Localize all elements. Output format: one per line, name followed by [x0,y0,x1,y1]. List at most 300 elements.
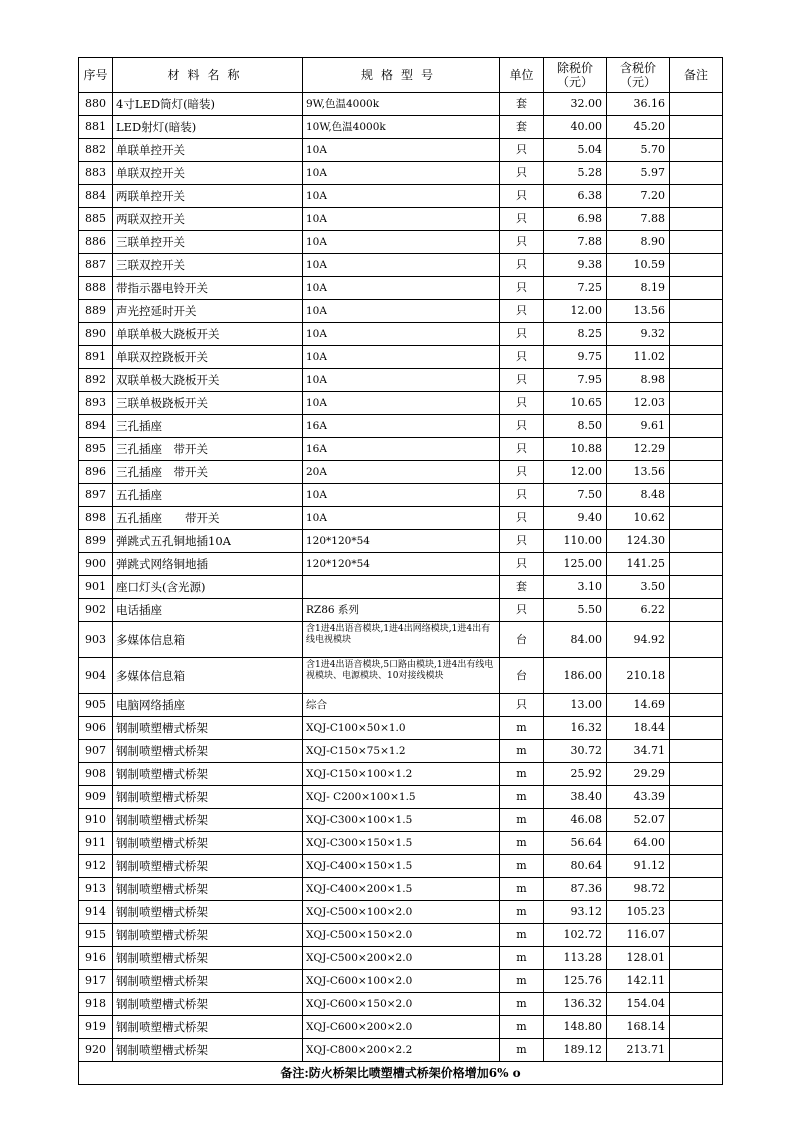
cell-no: 894 [79,415,113,438]
cell-no: 901 [79,576,113,599]
table-row [79,1016,723,1039]
cell-spec: XQJ-C400×150×1.5 [303,855,500,878]
cell-price-ex-tax: 110.00 [544,530,607,553]
table-row [79,855,723,878]
cell-no: 903 [79,622,113,658]
cell-spec: XQJ-C300×150×1.5 [303,832,500,855]
cell-unit: 只 [500,300,544,323]
cell-spec: 10A [303,392,500,415]
cell-no: 885 [79,208,113,231]
cell-price-inc-tax: 128.01 [607,947,670,970]
cell-price-ex-tax: 7.25 [544,277,607,300]
cell-spec: 10A [303,139,500,162]
cell-price-ex-tax: 38.40 [544,786,607,809]
cell-price-ex-tax: 148.80 [544,1016,607,1039]
cell-unit: 套 [500,93,544,116]
cell-remark [670,323,723,346]
cell-price-ex-tax: 9.38 [544,254,607,277]
cell-name: 电脑网络插座 [113,694,303,717]
cell-price-inc-tax: 10.62 [607,507,670,530]
cell-remark [670,993,723,1016]
cell-unit: 只 [500,530,544,553]
table-row [79,116,723,139]
cell-remark [670,694,723,717]
cell-no: 881 [79,116,113,139]
table-row [79,415,723,438]
table-row [79,162,723,185]
cell-spec: 10A [303,277,500,300]
cell-price-ex-tax: 46.08 [544,809,607,832]
cell-unit: 只 [500,277,544,300]
header-remark: 备注 [670,58,723,93]
table-row [79,740,723,763]
cell-price-inc-tax: 10.59 [607,254,670,277]
cell-price-inc-tax: 7.20 [607,185,670,208]
cell-price-ex-tax: 40.00 [544,116,607,139]
cell-spec: XQJ-C150×100×1.2 [303,763,500,786]
cell-spec: XQJ-C100×50×1.0 [303,717,500,740]
header-unit: 单位 [500,58,544,93]
table-row [79,786,723,809]
table-row [79,622,723,658]
table-row [79,993,723,1016]
cell-remark [670,809,723,832]
table-row [79,185,723,208]
cell-no: 896 [79,461,113,484]
cell-price-inc-tax: 13.56 [607,461,670,484]
cell-name: 钢制喷塑槽式桥架 [113,970,303,993]
cell-price-ex-tax: 6.38 [544,185,607,208]
cell-price-ex-tax: 80.64 [544,855,607,878]
cell-no: 904 [79,658,113,694]
header-price-inc-tax-label: 含税价 [619,61,656,75]
cell-no: 916 [79,947,113,970]
table-row [79,438,723,461]
cell-remark [670,346,723,369]
header-price-inc-tax [607,58,670,93]
cell-remark [670,1039,723,1062]
cell-name: 电话插座 [113,599,303,622]
cell-price-inc-tax: 5.70 [607,139,670,162]
cell-spec: 含1进4出语音模块,1进4出网络模块,1进4出有线电视模块 [303,622,500,658]
cell-name: 三孔插座 [113,415,303,438]
cell-spec: 综合 [303,694,500,717]
cell-name: 多媒体信息箱 [113,622,303,658]
table-row [79,300,723,323]
cell-price-inc-tax: 3.50 [607,576,670,599]
cell-spec: RZ86 系列 [303,599,500,622]
cell-spec: XQJ-C500×150×2.0 [303,924,500,947]
cell-name: 两联双控开关 [113,208,303,231]
cell-price-inc-tax: 6.22 [607,599,670,622]
cell-spec: 10A [303,185,500,208]
cell-price-inc-tax: 12.29 [607,438,670,461]
cell-price-inc-tax: 105.23 [607,901,670,924]
cell-name: 钢制喷塑槽式桥架 [113,717,303,740]
header-no: 序号 [79,58,113,93]
cell-unit: 只 [500,599,544,622]
header-price-ex-tax-unit: （元） [556,75,593,89]
cell-spec: 10A [303,369,500,392]
cell-spec: 16A [303,438,500,461]
cell-remark [670,1016,723,1039]
table-body [79,93,723,1062]
cell-name: 弹跳式五孔铜地插10A [113,530,303,553]
cell-name: 钢制喷塑槽式桥架 [113,1016,303,1039]
table-row [79,576,723,599]
cell-spec: XQJ-C500×200×2.0 [303,947,500,970]
cell-price-ex-tax: 12.00 [544,300,607,323]
cell-name: 钢制喷塑槽式桥架 [113,901,303,924]
cell-price-ex-tax: 6.98 [544,208,607,231]
cell-no: 891 [79,346,113,369]
cell-remark [670,392,723,415]
cell-no: 899 [79,530,113,553]
cell-spec: 10A [303,323,500,346]
cell-price-inc-tax: 8.90 [607,231,670,254]
cell-price-ex-tax: 9.75 [544,346,607,369]
cell-no: 907 [79,740,113,763]
table-row [79,832,723,855]
cell-unit: 只 [500,438,544,461]
cell-remark [670,231,723,254]
cell-remark [670,924,723,947]
cell-unit: m [500,832,544,855]
cell-unit: 只 [500,162,544,185]
cell-price-inc-tax: 52.07 [607,809,670,832]
cell-no: 917 [79,970,113,993]
cell-remark [670,530,723,553]
cell-name: 带指示器电铃开关 [113,277,303,300]
table-row [79,484,723,507]
cell-remark [670,93,723,116]
cell-unit: 只 [500,139,544,162]
table-row [79,254,723,277]
table-row [79,924,723,947]
cell-unit: m [500,717,544,740]
cell-remark [670,507,723,530]
table-row [79,507,723,530]
cell-remark [670,438,723,461]
cell-price-ex-tax: 189.12 [544,1039,607,1062]
cell-price-inc-tax: 29.29 [607,763,670,786]
cell-no: 882 [79,139,113,162]
cell-remark [670,786,723,809]
cell-spec: 10A [303,208,500,231]
cell-no: 902 [79,599,113,622]
table-row [79,694,723,717]
cell-price-inc-tax: 45.20 [607,116,670,139]
cell-unit: m [500,901,544,924]
cell-no: 886 [79,231,113,254]
cell-remark [670,599,723,622]
cell-price-inc-tax: 9.32 [607,323,670,346]
cell-unit: 只 [500,231,544,254]
cell-name: 钢制喷塑槽式桥架 [113,832,303,855]
cell-unit: m [500,786,544,809]
cell-spec: 16A [303,415,500,438]
cell-no: 913 [79,878,113,901]
cell-price-ex-tax: 56.64 [544,832,607,855]
cell-spec: XQJ-C600×100×2.0 [303,970,500,993]
cell-name: 钢制喷塑槽式桥架 [113,993,303,1016]
cell-no: 889 [79,300,113,323]
cell-name: 钢制喷塑槽式桥架 [113,947,303,970]
cell-remark [670,622,723,658]
cell-unit: 台 [500,622,544,658]
cell-remark [670,855,723,878]
cell-no: 887 [79,254,113,277]
cell-name: 单联双控跷板开关 [113,346,303,369]
cell-name: 五孔插座 [113,484,303,507]
cell-price-ex-tax: 102.72 [544,924,607,947]
cell-price-inc-tax: 9.61 [607,415,670,438]
cell-unit: m [500,809,544,832]
cell-no: 905 [79,694,113,717]
cell-price-inc-tax: 7.88 [607,208,670,231]
table-row [79,1039,723,1062]
cell-name: 声光控延时开关 [113,300,303,323]
cell-price-ex-tax: 32.00 [544,93,607,116]
cell-unit: m [500,740,544,763]
cell-price-ex-tax: 10.88 [544,438,607,461]
cell-price-ex-tax: 12.00 [544,461,607,484]
cell-name: 座口灯头(含光源) [113,576,303,599]
cell-no: 906 [79,717,113,740]
cell-unit: 只 [500,369,544,392]
cell-price-ex-tax: 30.72 [544,740,607,763]
cell-no: 884 [79,185,113,208]
cell-spec: 10A [303,300,500,323]
cell-name: 多媒体信息箱 [113,658,303,694]
table-row [79,208,723,231]
cell-price-ex-tax: 25.92 [544,763,607,786]
cell-no: 912 [79,855,113,878]
cell-price-inc-tax: 8.19 [607,277,670,300]
cell-remark [670,740,723,763]
cell-name: 三孔插座 带开关 [113,438,303,461]
cell-name: 钢制喷塑槽式桥架 [113,809,303,832]
table-row [79,530,723,553]
cell-unit: 只 [500,323,544,346]
table-row [79,553,723,576]
cell-price-ex-tax: 7.95 [544,369,607,392]
cell-spec: XQJ-C600×150×2.0 [303,993,500,1016]
cell-remark [670,139,723,162]
cell-no: 892 [79,369,113,392]
cell-unit: 只 [500,392,544,415]
cell-name: 单联单控开关 [113,139,303,162]
cell-no: 915 [79,924,113,947]
cell-remark [670,300,723,323]
table-row [79,717,723,740]
cell-price-inc-tax: 116.07 [607,924,670,947]
cell-remark [670,970,723,993]
cell-price-ex-tax: 3.10 [544,576,607,599]
header-name: 材料名称 [113,58,303,93]
cell-price-ex-tax: 186.00 [544,658,607,694]
cell-price-inc-tax: 124.30 [607,530,670,553]
cell-price-inc-tax: 36.16 [607,93,670,116]
cell-price-inc-tax: 14.69 [607,694,670,717]
cell-unit: m [500,855,544,878]
cell-price-ex-tax: 7.50 [544,484,607,507]
cell-spec: 10A [303,162,500,185]
cell-price-inc-tax: 8.48 [607,484,670,507]
cell-no: 890 [79,323,113,346]
cell-remark [670,277,723,300]
cell-unit: m [500,947,544,970]
header-price-inc-tax-unit: （元） [619,75,656,89]
cell-price-inc-tax: 34.71 [607,740,670,763]
cell-unit: 只 [500,461,544,484]
cell-price-inc-tax: 5.97 [607,162,670,185]
footer-note: 备注:防火桥架比喷塑槽式桥架价格增加6% o [79,1062,723,1085]
cell-name: 钢制喷塑槽式桥架 [113,786,303,809]
cell-remark [670,461,723,484]
cell-spec: 120*120*54 [303,553,500,576]
cell-unit: 只 [500,484,544,507]
cell-spec: 10A [303,484,500,507]
cell-remark [670,763,723,786]
header-price-ex-tax-label: 除税价 [556,61,593,75]
cell-price-ex-tax: 9.40 [544,507,607,530]
cell-no: 893 [79,392,113,415]
cell-name: 五孔插座 带开关 [113,507,303,530]
cell-spec: 10A [303,231,500,254]
cell-no: 918 [79,993,113,1016]
cell-spec: XQJ-C300×100×1.5 [303,809,500,832]
cell-price-inc-tax: 94.92 [607,622,670,658]
cell-no: 919 [79,1016,113,1039]
cell-no: 883 [79,162,113,185]
cell-name: 钢制喷塑槽式桥架 [113,878,303,901]
cell-price-inc-tax: 142.11 [607,970,670,993]
cell-remark [670,576,723,599]
cell-price-ex-tax: 125.00 [544,553,607,576]
cell-price-inc-tax: 12.03 [607,392,670,415]
cell-remark [670,947,723,970]
cell-price-inc-tax: 11.02 [607,346,670,369]
table-row [79,763,723,786]
cell-spec: XQJ- C200×100×1.5 [303,786,500,809]
cell-remark [670,369,723,392]
cell-spec: 20A [303,461,500,484]
cell-no: 911 [79,832,113,855]
cell-name: 三孔插座 带开关 [113,461,303,484]
cell-name: 双联单极大跷板开关 [113,369,303,392]
cell-no: 910 [79,809,113,832]
cell-price-inc-tax: 213.71 [607,1039,670,1062]
table-row [79,277,723,300]
table-footer [79,1062,723,1085]
cell-price-ex-tax: 16.32 [544,717,607,740]
cell-no: 880 [79,93,113,116]
cell-price-ex-tax: 13.00 [544,694,607,717]
cell-unit: m [500,1039,544,1062]
cell-unit: m [500,1016,544,1039]
table-row [79,323,723,346]
cell-unit: 只 [500,185,544,208]
cell-unit: 只 [500,208,544,231]
cell-name: 三联单控开关 [113,231,303,254]
cell-name: 钢制喷塑槽式桥架 [113,740,303,763]
cell-name: 4寸LED筒灯(暗装) [113,93,303,116]
cell-unit: m [500,970,544,993]
cell-no: 888 [79,277,113,300]
header-spec: 规格型号 [303,58,500,93]
cell-remark [670,553,723,576]
cell-price-inc-tax: 43.39 [607,786,670,809]
cell-price-ex-tax: 93.12 [544,901,607,924]
cell-unit: m [500,878,544,901]
cell-no: 920 [79,1039,113,1062]
cell-price-inc-tax: 98.72 [607,878,670,901]
cell-price-ex-tax: 125.76 [544,970,607,993]
cell-price-inc-tax: 168.14 [607,1016,670,1039]
header-price-ex-tax [544,58,607,93]
cell-price-inc-tax: 91.12 [607,855,670,878]
table-row [79,392,723,415]
cell-no: 897 [79,484,113,507]
table-row [79,878,723,901]
cell-unit: 套 [500,116,544,139]
table-row [79,809,723,832]
cell-no: 914 [79,901,113,924]
cell-name: 两联单控开关 [113,185,303,208]
cell-unit: 只 [500,254,544,277]
cell-spec: 10A [303,507,500,530]
cell-remark [670,185,723,208]
cell-remark [670,208,723,231]
cell-name: 三联单极跷板开关 [113,392,303,415]
cell-name: 弹跳式网络铜地插 [113,553,303,576]
cell-unit: m [500,924,544,947]
cell-price-ex-tax: 5.28 [544,162,607,185]
cell-no: 900 [79,553,113,576]
table-row [79,901,723,924]
cell-remark [670,116,723,139]
cell-unit: 台 [500,658,544,694]
cell-remark [670,901,723,924]
cell-name: 钢制喷塑槽式桥架 [113,763,303,786]
cell-price-ex-tax: 113.28 [544,947,607,970]
cell-name: 钢制喷塑槽式桥架 [113,855,303,878]
cell-spec: XQJ-C800×200×2.2 [303,1039,500,1062]
cell-name: 三联双控开关 [113,254,303,277]
cell-unit: 只 [500,415,544,438]
cell-price-ex-tax: 10.65 [544,392,607,415]
cell-price-ex-tax: 87.36 [544,878,607,901]
table-header [79,58,723,93]
cell-price-ex-tax: 5.50 [544,599,607,622]
cell-spec: 10W,色温4000k [303,116,500,139]
table-row [79,599,723,622]
cell-name: 单联双控开关 [113,162,303,185]
cell-price-ex-tax: 8.50 [544,415,607,438]
cell-price-ex-tax: 7.88 [544,231,607,254]
cell-name: 单联单极大跷板开关 [113,323,303,346]
cell-price-ex-tax: 136.32 [544,993,607,1016]
cell-price-inc-tax: 141.25 [607,553,670,576]
cell-unit: 套 [500,576,544,599]
cell-unit: 只 [500,553,544,576]
cell-remark [670,658,723,694]
cell-price-inc-tax: 18.44 [607,717,670,740]
cell-spec: XQJ-C500×100×2.0 [303,901,500,924]
cell-spec: XQJ-C600×200×2.0 [303,1016,500,1039]
table-row [79,139,723,162]
